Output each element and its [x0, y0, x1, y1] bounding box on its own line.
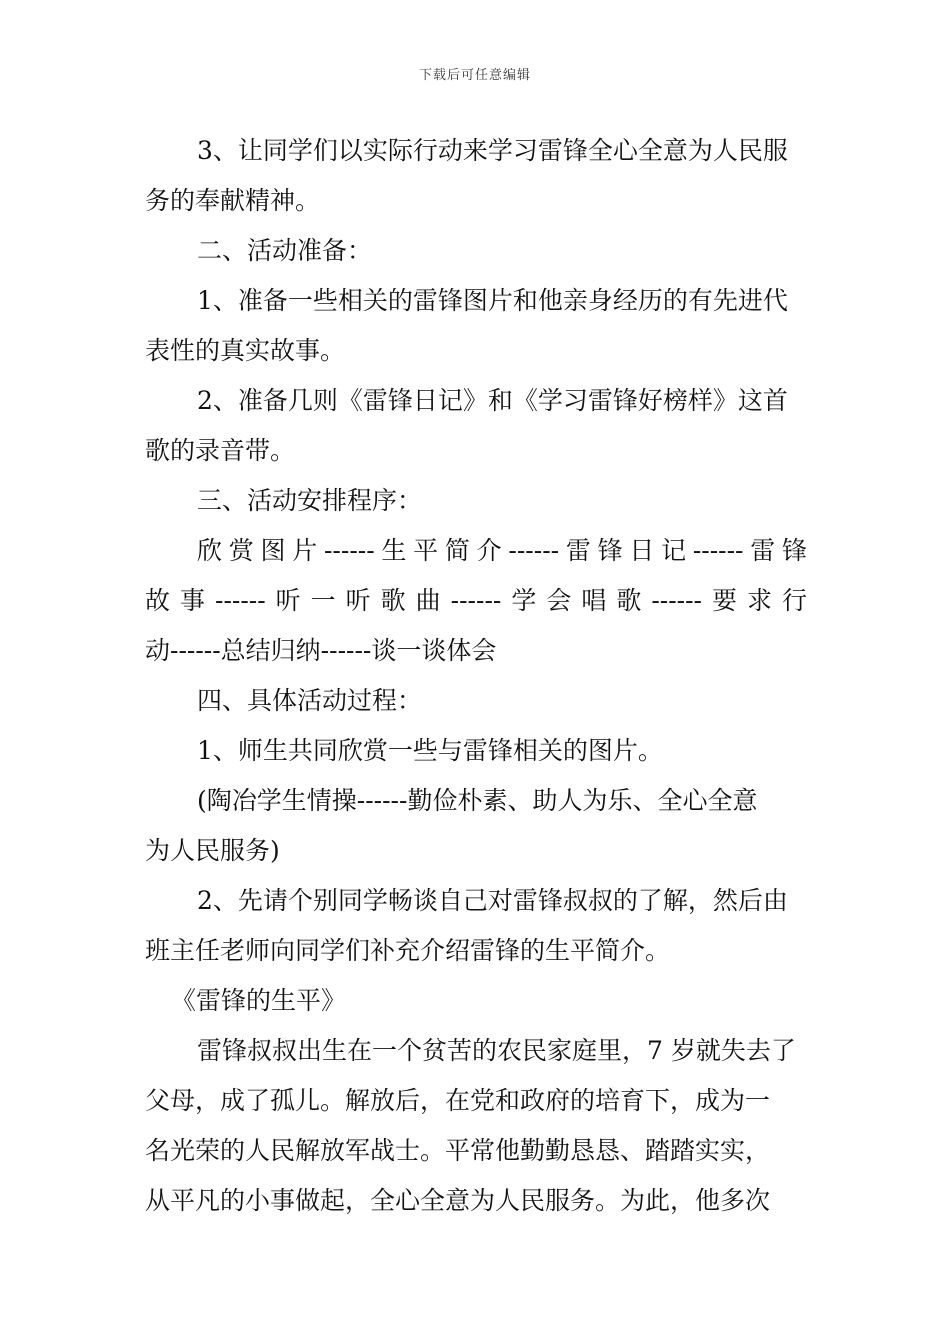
- paragraph-line: 2、准备几则《雷锋日记》和《学习雷锋好榜样》这首: [197, 386, 788, 415]
- paragraph-line: 3、让同学们以实际行动来学习雷锋全心全意为人民服: [197, 136, 788, 165]
- paragraph-line: 从平凡的小事做起，全心全意为人民服务。为此，他多次: [145, 1186, 771, 1215]
- paragraph-line: 班主任老师向同学们补充介绍雷锋的生平简介。: [145, 936, 671, 965]
- section-heading: 二、活动准备：: [197, 236, 373, 265]
- section-heading: 四、具体活动过程：: [197, 686, 423, 715]
- paragraph-line: 1、师生共同欣赏一些与雷锋相关的图片。: [197, 736, 663, 765]
- paragraph-line: 雷锋叔叔出生在一个贫苦的农民家庭里，7 岁就失去了: [197, 1036, 796, 1065]
- paragraph-line: 歌的录音带。: [145, 436, 296, 465]
- document-body: [145, 126, 807, 1226]
- paragraph-line: 表性的真实故事。: [145, 336, 346, 365]
- paragraph-line: (陶冶学生情操------勤俭朴素、助人为乐、全心全意: [197, 786, 758, 815]
- paragraph-line: 为人民服务): [145, 836, 280, 865]
- page-header: 下载后可任意编辑: [418, 68, 531, 83]
- section-heading: 三、活动安排程序：: [197, 486, 423, 515]
- paragraph-line: 务的奉献精神。: [145, 186, 321, 215]
- paragraph-line: 欣赏图片------生平简介------雷锋日记------雷锋: [197, 536, 807, 565]
- paragraph-line: 动------总结归纳------谈一谈体会: [145, 636, 497, 665]
- paragraph-line: 2、先请个别同学畅谈自己对雷锋叔叔的了解，然后由: [197, 886, 788, 915]
- paragraph-line: 故事------听一听歌曲------学会唱歌------要求行: [145, 586, 807, 615]
- paragraph-line: 父母，成了孤儿。解放后，在党和政府的培育下，成为一: [145, 1086, 771, 1115]
- paragraph-line: 1、准备一些相关的雷锋图片和他亲身经历的有先进代: [197, 286, 788, 315]
- subsection-title: 《雷锋的生平》: [171, 986, 347, 1015]
- paragraph-line: 名光荣的人民解放军战士。平常他勤勤恳恳、踏踏实实，: [145, 1136, 771, 1165]
